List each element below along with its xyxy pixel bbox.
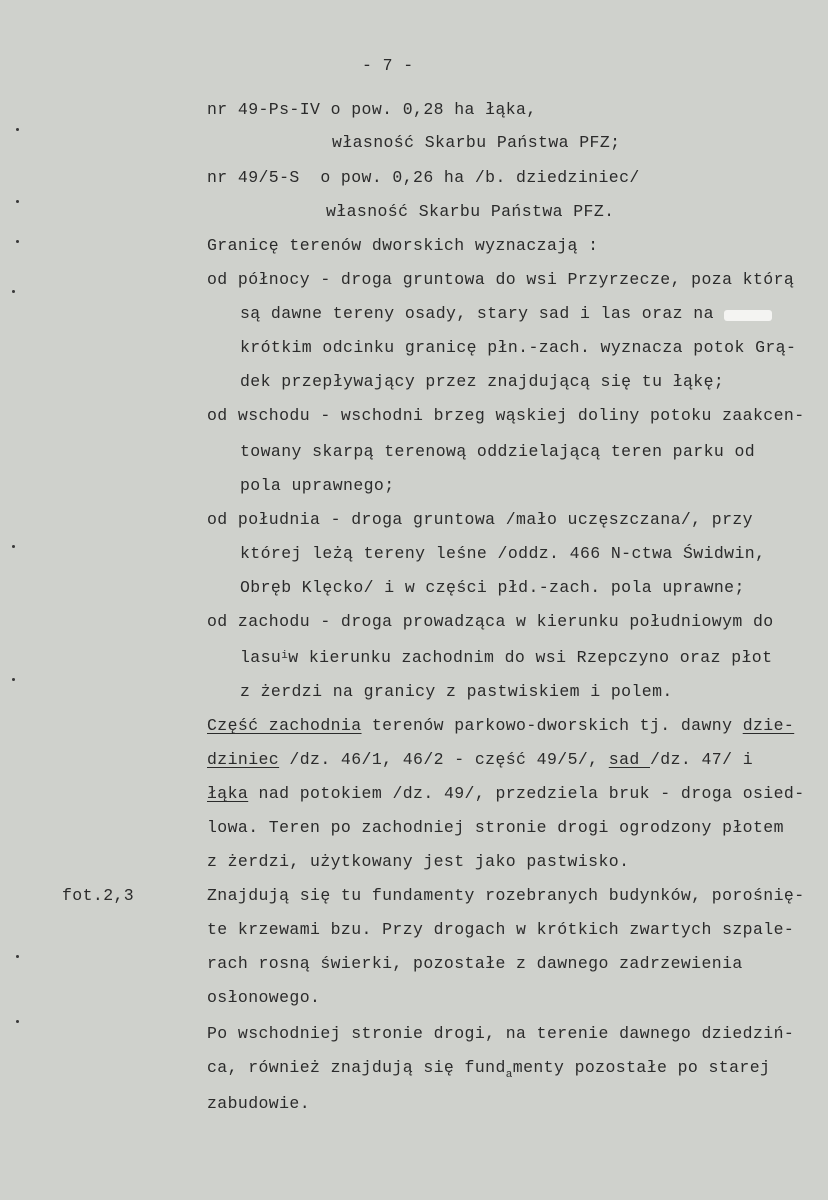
text-line	[240, 648, 772, 668]
text-line: od południa - droga gruntowa /mało uczęszczana/, przy	[207, 510, 753, 529]
text-run: /dz. 46/1, 46/2 - część 49/5/,	[279, 750, 609, 769]
text-run: lasu	[240, 648, 282, 667]
text-line	[207, 750, 753, 770]
text-line: rach rosną świerki, pozostałe z dawnego zadrzewienia	[207, 954, 743, 973]
margin-dot	[12, 678, 15, 681]
redaction-mark	[724, 310, 772, 321]
text-line: której leżą tereny leśne /oddz. 466 N-ctwa Świdwin,	[240, 544, 766, 563]
text-line: lowa. Teren po zachodniej stronie drogi ogrodzony płotem	[207, 818, 784, 837]
margin-dot	[12, 290, 15, 293]
margin-dot	[16, 128, 19, 131]
text-line: pola uprawnego;	[240, 476, 395, 495]
text-line: osłonowego.	[207, 988, 321, 1007]
text-run: /dz. 47/ i	[650, 750, 754, 769]
margin-dot	[16, 240, 19, 243]
text-line: te krzewami bzu. Przy drogach w krótkich zwartych szpale-	[207, 920, 795, 939]
text-line	[207, 784, 805, 804]
underlined-term: sad	[608, 750, 650, 769]
text-line: od zachodu - droga prowadząca w kierunku południowym do	[207, 612, 774, 631]
text-line: towany skarpą terenową oddzielającą teren parku od	[240, 442, 756, 461]
text-run: menty pozostałe po starej	[512, 1058, 771, 1077]
subscript-mark: a	[505, 1069, 513, 1081]
text-run: terenów parkowo-dworskich tj. dawny	[361, 716, 743, 735]
text-line	[207, 716, 794, 736]
margin-dot	[12, 545, 15, 548]
text-run: w kierunku zachodnim do wsi Rzepczyno oraz płot	[288, 648, 773, 667]
text-line: Po wschodniej stronie drogi, na terenie dawnego dziedziń-	[207, 1024, 795, 1043]
text-line: zabudowie.	[207, 1094, 311, 1113]
text-line: Obręb Klęcko/ i w części płd.-zach. pola uprawne;	[240, 578, 745, 597]
text-line	[207, 1058, 770, 1080]
text-line: Granicę terenów dworskich wyznaczają :	[207, 236, 599, 255]
text-line: z żerdzi, użytkowany jest jako pastwisko.	[207, 852, 630, 871]
side-note: fot.2,3	[62, 886, 135, 905]
underlined-term: łąka	[207, 784, 249, 803]
text-line: dek przepływający przez znajdującą się tu łąkę;	[240, 372, 725, 391]
margin-dot	[16, 955, 19, 958]
underlined-term: dziniec	[207, 750, 280, 769]
text-line: nr 49/5-S o pow. 0,26 ha /b. dziedziniec/	[207, 168, 640, 187]
margin-dot	[16, 200, 19, 203]
text-run: nad potokiem /dz. 49/, przedziela bruk - droga osied-	[248, 784, 805, 803]
page-number: - 7 -	[362, 56, 414, 75]
text-run: ca, również znajdują się fund	[207, 1058, 506, 1077]
text-line: krótkim odcinku granicę płn.-zach. wyznacza potok Grą-	[240, 338, 797, 357]
text-line: Znajdują się tu fundamenty rozebranych budynków, porośnię-	[207, 886, 805, 905]
margin-dot	[16, 1020, 19, 1023]
text-line: własność Skarbu Państwa PFZ;	[332, 133, 621, 152]
text-line: nr 49-Ps-IV o pow. 0,28 ha łąka,	[207, 100, 537, 119]
superscript-mark: i	[281, 650, 289, 662]
underlined-term: Część zachodnia	[207, 716, 362, 735]
text-line: z żerdzi na granicy z pastwiskiem i polem.	[240, 682, 673, 701]
text-line: od wschodu - wschodni brzeg wąskiej doliny potoku zaakcen-	[207, 406, 805, 425]
text-line: od północy - droga gruntowa do wsi Przyrzecze, poza którą	[207, 270, 795, 289]
text-line: własność Skarbu Państwa PFZ.	[326, 202, 615, 221]
underlined-term: dzie-	[742, 716, 795, 735]
text-line: są dawne tereny osady, stary sad i las oraz na	[240, 304, 714, 323]
